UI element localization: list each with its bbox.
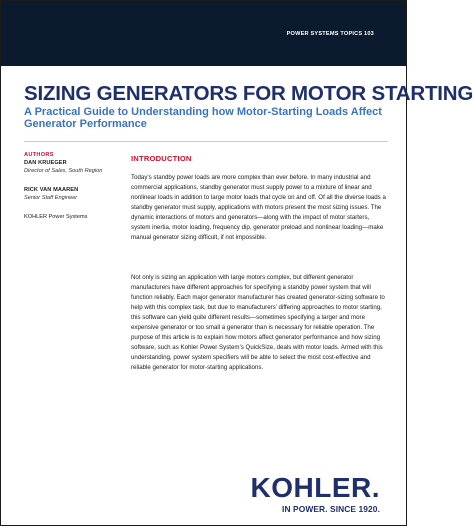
author-name: DAN KRUEGER xyxy=(24,160,67,166)
author-entry xyxy=(24,159,129,175)
author-title: Senior Staff Engineer xyxy=(24,195,78,201)
header-band xyxy=(1,1,406,66)
author-title: Director of Sales, South Region xyxy=(24,168,103,174)
authors-sidebar xyxy=(24,152,129,221)
author-entry xyxy=(24,186,129,202)
document-subtitle: A Practical Guide to Understanding how Motor-Starting Loads Affect Generator Performance xyxy=(24,106,382,130)
company-name: KOHLER Power Systems xyxy=(24,214,88,220)
kohler-logo xyxy=(251,474,381,514)
article-body xyxy=(131,154,389,423)
logo-tagline: IN POWER. SINCE 1920. xyxy=(282,504,380,514)
logo-wordmark: KOHLER. xyxy=(250,472,380,503)
author-name: RICK VAN MAAREN xyxy=(24,187,79,193)
section-heading: INTRODUCTION xyxy=(131,154,192,163)
body-paragraph: Today’s standby power loads are more complex than ever before. In many industrial and commercial applications, standby generator must supply power to a mixture of linear and nonlinear loads in addition to large motor loads that cycle on and off. Of all the diverse loads a standby generator must supply, applications with motors present the most sizing issues. The dynamic interactions of motors and generators—along with the impact of motor starters, system inertia, motor loading, frequency dip, generator preload and nonlinear loading—make manual generator sizing difficult, if not impossible. xyxy=(131,174,386,241)
body-paragraph: Not only is sizing an application with large motors complex, but different generator manufacturers have different approaches for specifying a standby power system that will function reliably. Each major generator manufacturer has created generator-sizing software to help with this complex task, but due to manufacturers’ differing approaches to motor starting, this software can yield quite different results—sometimes specifying a larger and more expensive generator or too small a generator than is necessary for reliable operation. The purpose of this article is to explain how motors affect generator performance and how sizing software, such as Kohler Power System’s QuickSize, deals with motor loads. Armed with this understanding, power system specifiers will be able to select the most cost-effective and reliable generator for motor-starting applications. xyxy=(131,274,385,371)
series-label: POWER SYSTEMS TOPICS 103 xyxy=(286,31,374,37)
document-title: SIZING GENERATORS FOR MOTOR STARTING xyxy=(24,82,473,105)
authors-label: AUTHORS xyxy=(24,152,54,158)
divider xyxy=(24,141,388,142)
